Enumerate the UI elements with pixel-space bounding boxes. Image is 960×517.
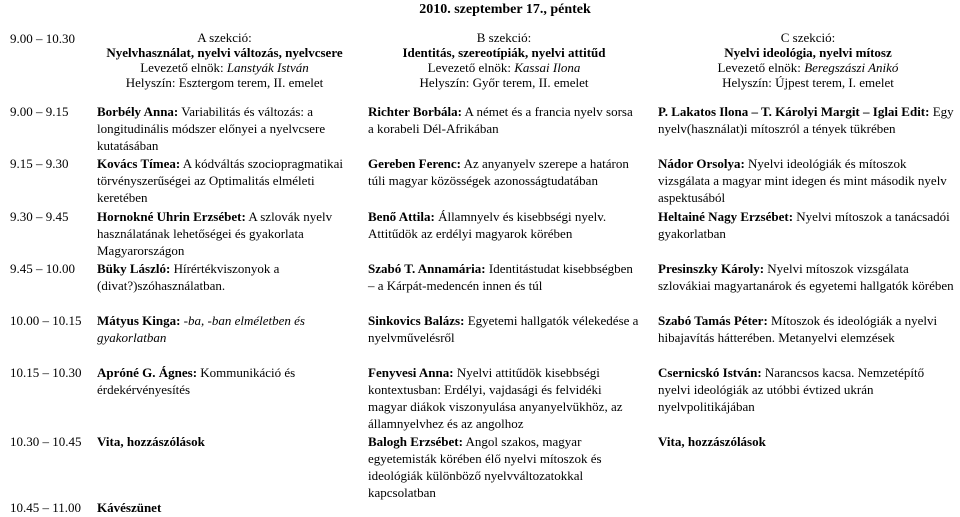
speaker: Apróné G. Ágnes:: [97, 365, 198, 380]
section-a-header: [97, 30, 352, 90]
talk-b: [368, 208, 640, 242]
talk-a: [97, 155, 352, 206]
speaker: Richter Borbála:: [368, 104, 462, 119]
speaker: Fenyvesi Anna:: [368, 365, 454, 380]
break-label: Kávészünet: [97, 500, 162, 515]
talk-c: [658, 155, 958, 206]
section-b-chair: Levezető elnök: Kassai Ilona: [427, 60, 581, 75]
speaker: Vita, hozzászólások: [658, 434, 766, 449]
speaker: Kovács Tímea:: [97, 156, 181, 171]
time-slot: 10.30 – 10.45: [10, 434, 82, 449]
speaker: Borbély Anna:: [97, 104, 179, 119]
speaker: Hornokné Uhrin Erzsébet:: [97, 209, 246, 224]
talk-title: Egy nyelv(használat)i mítoszról a tények tükrében: [658, 104, 954, 136]
section-b-label: B szekció:: [476, 30, 532, 45]
speaker: Heltainé Nagy Erzsébet:: [658, 209, 794, 224]
talk-a: [97, 312, 352, 346]
talk-c: [658, 208, 958, 242]
talk-c: [658, 312, 958, 346]
talk-c: [658, 433, 958, 450]
talk-title: Identitástudat kisebbségben – a Kárpát-medencén innen és túl: [368, 261, 633, 293]
talk-b: [368, 103, 640, 137]
talk-title: Egyetemi hallgatók vélekedése a nyelvművelésről: [368, 313, 639, 345]
section-b-venue: Helyszín: Győr terem, II. emelet: [419, 75, 589, 90]
time-slot: 9.00 – 9.15: [10, 104, 69, 119]
section-a-venue: Helyszín: Esztergom terem, II. emelet: [125, 75, 324, 90]
talk-a: [97, 364, 352, 398]
talk-c: [658, 364, 958, 415]
section-a-time: 9.00 – 10.30: [10, 31, 75, 46]
speaker: Nádor Orsolya:: [658, 156, 745, 171]
talk-title: -ba, -ban elméletben és gyakorlatban: [97, 313, 305, 345]
section-c-header: [658, 30, 958, 90]
speaker: Presinszky Károly:: [658, 261, 765, 276]
talk-title: Mítoszok és ideológiák a nyelvi hibajavítás hátterében. Metanyelvi elemzések: [658, 313, 938, 345]
talk-a: [97, 103, 352, 154]
speaker: Gereben Ferenc:: [368, 156, 462, 171]
section-a-chair: Levezető elnök: Lanstyák István: [140, 60, 309, 75]
talk-title: A szlovák nyelv használatának lehetőségei és gyakorlata Magyarországon: [97, 209, 333, 258]
talk-b: [368, 364, 640, 432]
talk-c: [658, 103, 958, 137]
section-a-label: A szekció:: [197, 30, 252, 45]
speaker: Szabó T. Annamária:: [368, 261, 486, 276]
talk-title: Az anyanyelv szerepe a határon túli magyar közösségek azonosságtudatában: [368, 156, 629, 188]
talk-a: [97, 433, 352, 450]
speaker: P. Lakatos Ilona – T. Károlyi Margit – Iglai Edit:: [658, 104, 930, 119]
speaker: Sinkovics Balázs:: [368, 313, 465, 328]
speaker: Büky László:: [97, 261, 171, 276]
talk-b: [368, 433, 640, 501]
talk-b: [368, 260, 640, 294]
speaker: Balogh Erzsébet:: [368, 434, 463, 449]
section-b-title: Identitás, szereotípiák, nyelvi attitűd: [402, 45, 606, 60]
time-slot: 9.30 – 9.45: [10, 209, 69, 224]
talk-title: Kommunikáció és érdekérvényesítés: [97, 365, 296, 397]
section-a-title: Nyelvhasználat, nyelvi változás, nyelvcsere: [106, 45, 343, 60]
section-b-header: [368, 30, 640, 90]
talk-title: Nyelvi attitűdök kisebbségi kontextusban: Erdélyi, vajdasági és felvidéki magyar diákok viszonyulása anyanyelvükhöz, az államnyelvhez és az angolhoz: [368, 365, 623, 431]
talk-c: [658, 260, 958, 294]
talk-b: [368, 155, 640, 189]
break-time: 10.45 – 11.00: [10, 500, 82, 515]
time-slot: 10.15 – 10.30: [10, 365, 82, 380]
talk-a: [97, 208, 352, 259]
talk-a: [97, 260, 352, 294]
talk-title: Variabilitás és változás: a longitudinális módszer előnyei a nyelvcsere kutatásában: [97, 104, 326, 153]
talk-title: Államnyelv és kisebbségi nyelv. Attitűdök az erdélyi magyarok körében: [368, 209, 607, 241]
time-slot: 9.15 – 9.30: [10, 156, 69, 171]
talk-title: Nyelvi mítoszok a tanácsadói gyakorlatban: [658, 209, 950, 241]
speaker: Vita, hozzászólások: [97, 434, 205, 449]
talk-title: Nyelvi ideológiák és mítoszok vizsgálata a magyar mint idegen és mint második nyelv aspektusából: [658, 156, 947, 205]
talk-b: [368, 312, 640, 346]
section-c-chair: Levezető elnök: Beregszászi Anikó: [717, 60, 899, 75]
page-title: 2010. szeptember 17., péntek: [419, 2, 591, 17]
speaker: Csernicskó István:: [658, 365, 762, 380]
time-slot: 9.45 – 10.00: [10, 261, 75, 276]
section-c-venue: Helyszín: Újpest terem, I. emelet: [722, 75, 894, 90]
speaker: Benő Attila:: [368, 209, 435, 224]
speaker: Mátyus Kinga:: [97, 313, 181, 328]
talk-title: A német és a francia nyelv sorsa a korabeli Dél-Afrikában: [368, 104, 633, 136]
section-c-title: Nyelvi ideológia, nyelvi mítosz: [724, 45, 892, 60]
section-a-header-row: [10, 30, 352, 90]
section-c-label: C szekció:: [780, 30, 836, 45]
talk-title: Nyelvi mítoszok vizsgálata szlovákiai magyartanárok és egyetemi hallgatók körében: [658, 261, 954, 293]
talk-title: Narancsos kacsa. Nemzetépítő nyelvi ideológiák az utóbbi évtized ukrán nyelvpolitikájában: [658, 365, 925, 414]
talk-title: Angol szakos, magyar egyetemisták körében élő nyelvi mítoszok és ideológiák különböző nyelvváltozatokkal kapcsolatban: [368, 434, 602, 500]
time-slot: 10.00 – 10.15: [10, 313, 82, 328]
talk-title: A kódváltás szociopragmatikai törvényszerűségei az Optimalitás elméleti keretében: [97, 156, 344, 205]
talk-title: Hírértékviszonyok a (divat?)szóhasználatban.: [97, 261, 280, 293]
speaker: Szabó Tamás Péter:: [658, 313, 768, 328]
